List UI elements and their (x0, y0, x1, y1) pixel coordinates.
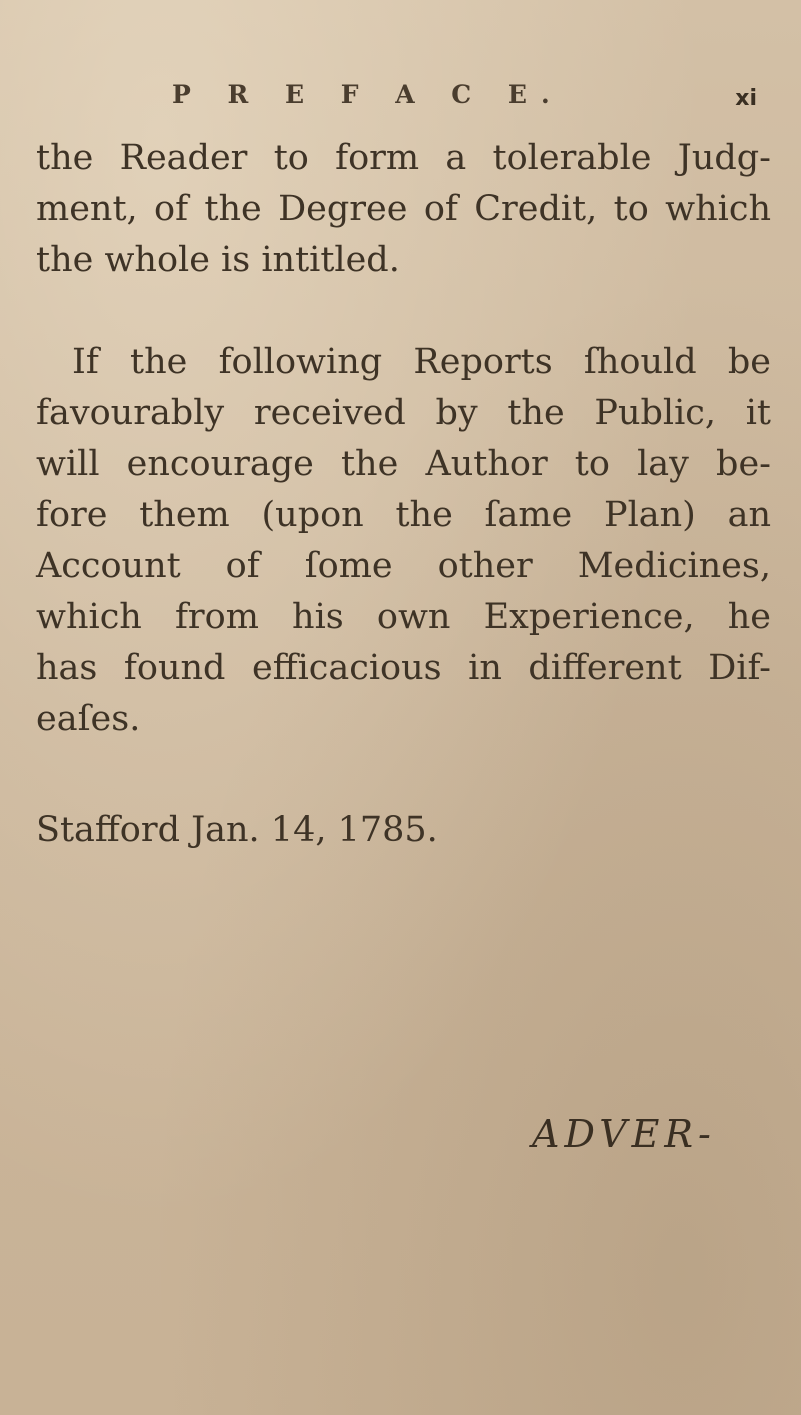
paragraph-1 (36, 133, 771, 286)
text-line: fore them (upon the ſame Plan) an (36, 495, 771, 535)
running-head: P R E F A C E. (172, 80, 564, 109)
text-line: will encourage the Author to lay be- (36, 444, 771, 484)
page-number: xi (735, 86, 757, 111)
text-line: has found efficacious in different Dif- (36, 648, 771, 688)
place-and-date: Stafford Jan. 14, 1785. (36, 810, 438, 850)
text-line: eaſes. (36, 699, 141, 739)
text-line: which from his own Experience, he (36, 597, 771, 637)
page-header (172, 80, 757, 120)
paragraph-2 (36, 337, 771, 745)
text-line: If the following Reports ſhould be (72, 342, 771, 382)
catchword: ADVER- (532, 1112, 716, 1156)
text-line: ment, of the Degree of Credit, to which (36, 189, 771, 229)
text-line: Account of ſome other Medicines, (36, 546, 771, 586)
text-line: the Reader to form a tolerable Judg- (36, 138, 771, 178)
text-line: favourably received by the Public, it (36, 393, 771, 433)
text-line: the whole is intitled. (36, 240, 400, 280)
